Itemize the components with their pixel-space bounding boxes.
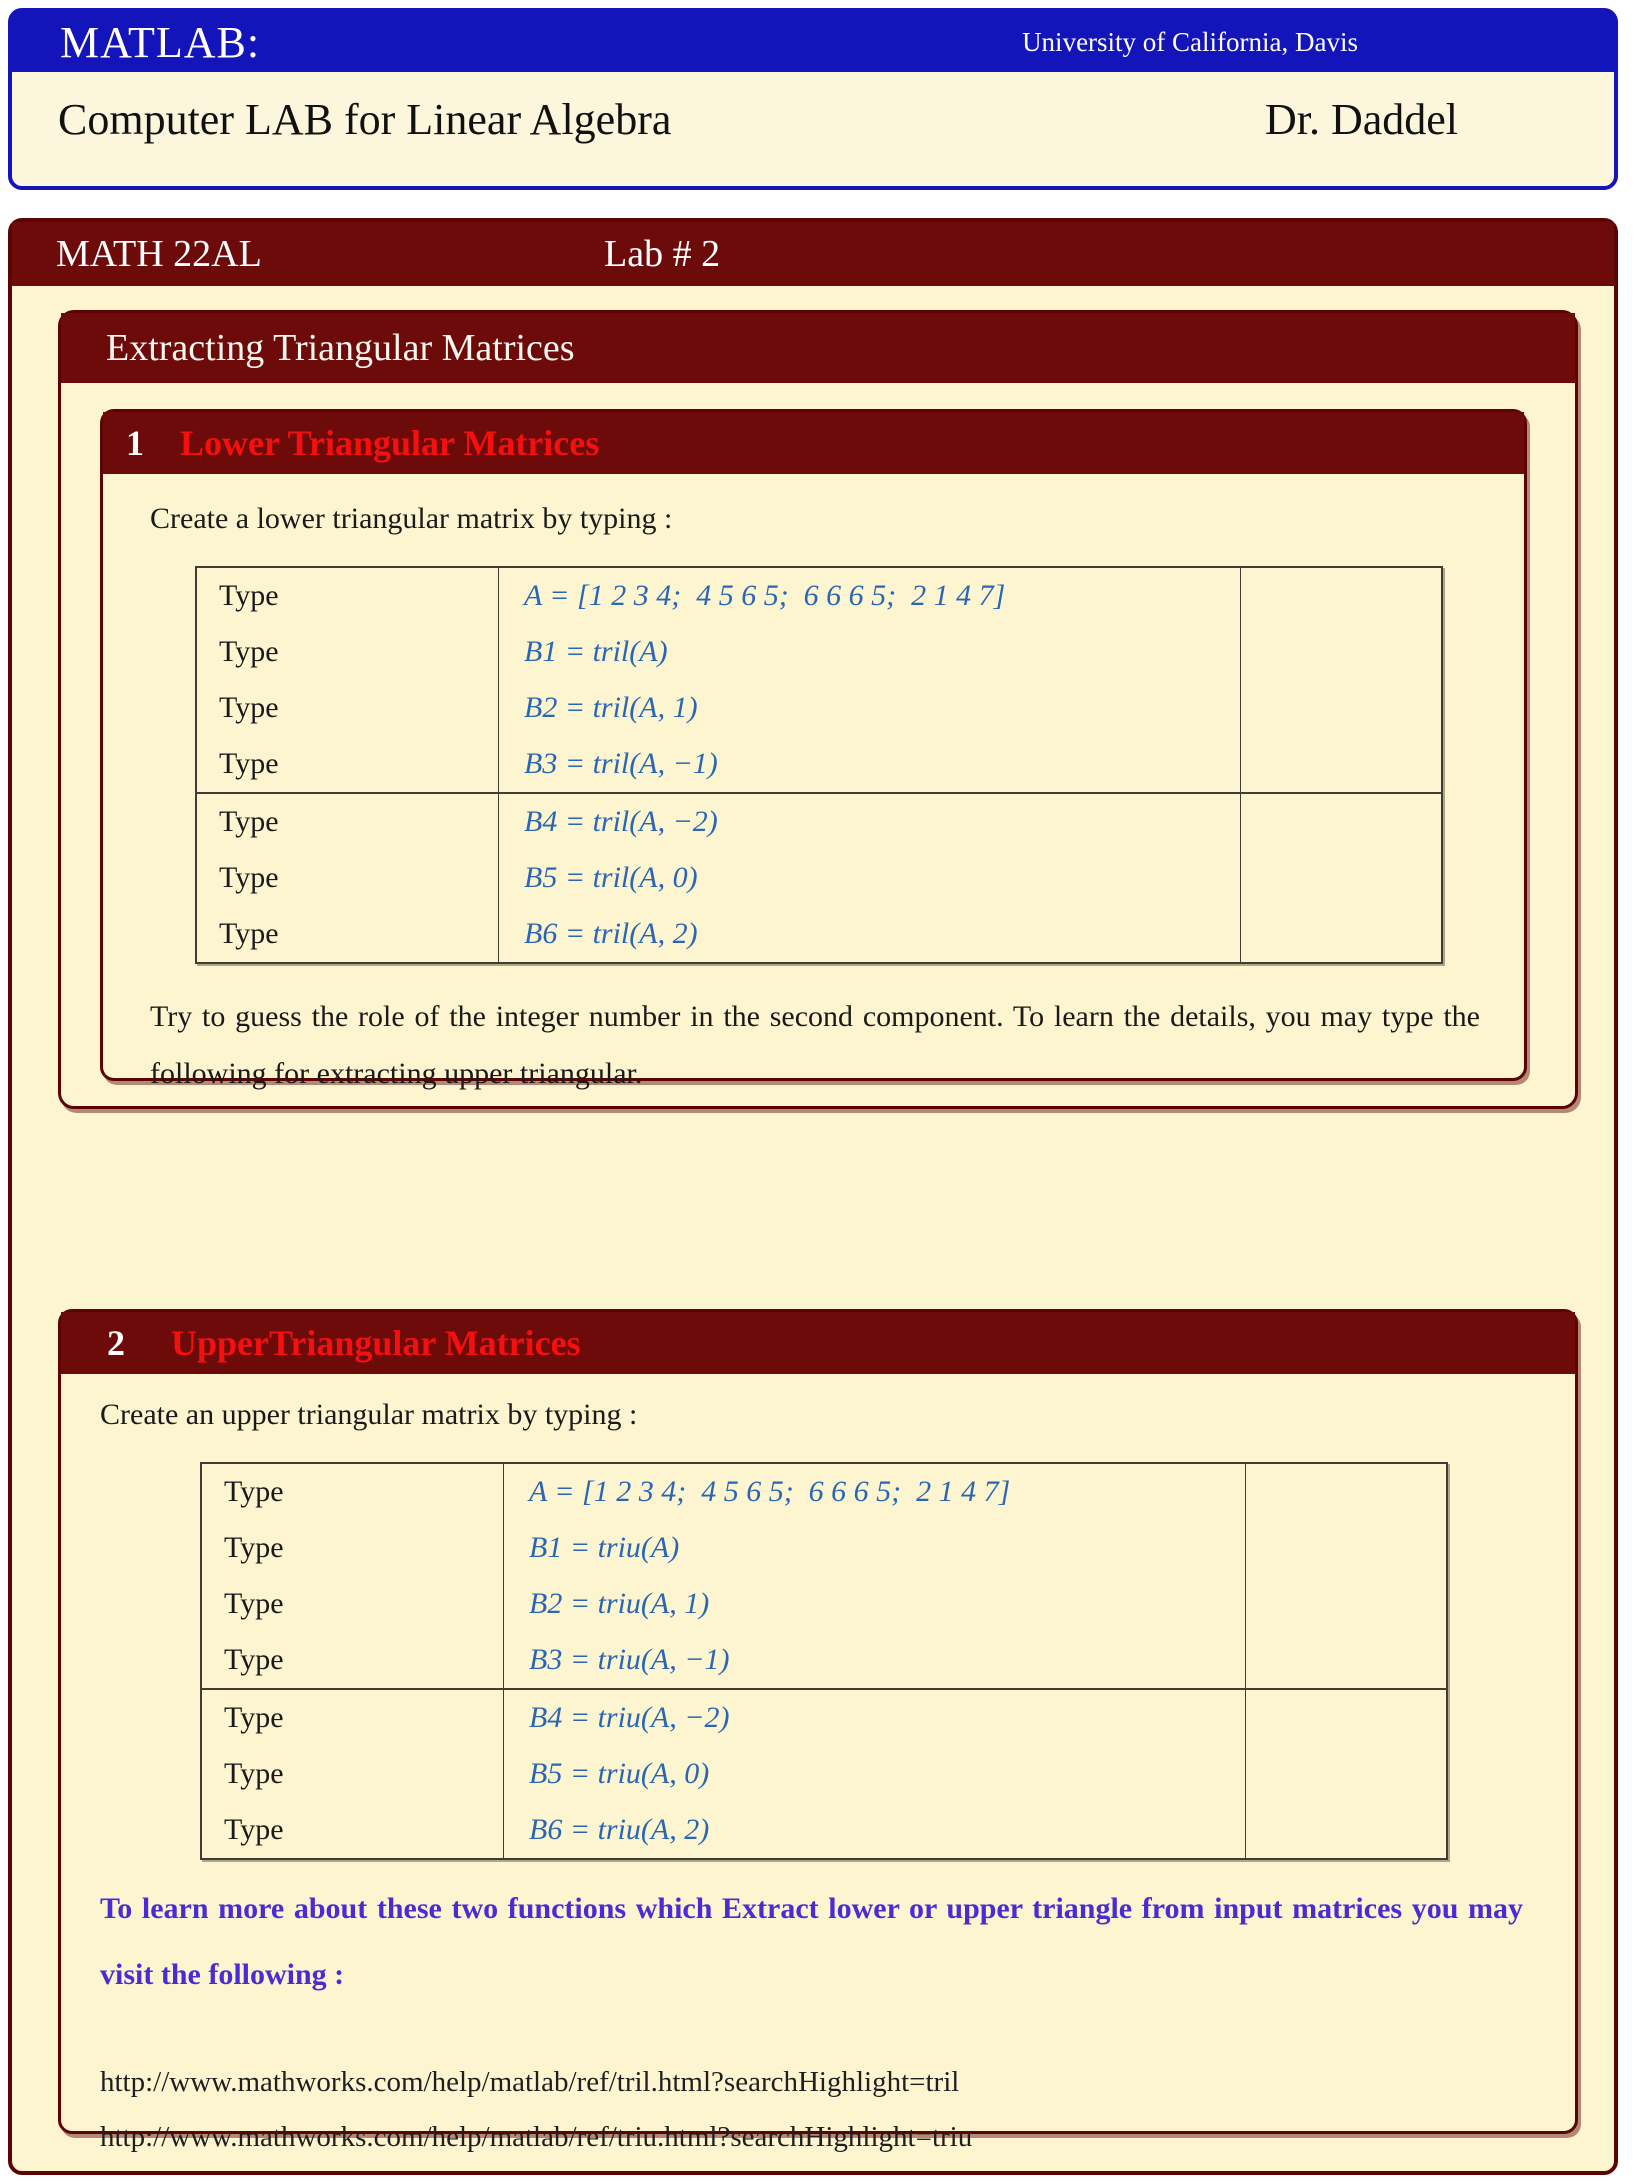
lab-number: Lab # 2 — [604, 233, 721, 275]
section1-title-bar — [103, 412, 1524, 474]
notes-cell — [1246, 1746, 1448, 1802]
extracting-matrices-title-bar — [61, 313, 1575, 383]
section1-note: Try to guess the role of the integer number in the second component. To learn the details, you may type the following for extracting upper triangular. — [150, 1000, 1480, 1090]
help-links — [100, 2066, 1575, 2154]
course-header-row — [12, 72, 1614, 145]
notes-cell — [1241, 680, 1443, 736]
section1-intro: Create a lower triangular matrix by typing : — [150, 502, 673, 535]
commands-table-lower — [195, 566, 1443, 964]
notes-cell — [1241, 850, 1443, 906]
notes-cell — [1246, 1632, 1448, 1689]
table-row — [196, 624, 1442, 680]
table-row — [196, 736, 1442, 793]
section1-title: Lower Triangular Matrices — [180, 423, 600, 463]
app-title: MATLAB: — [60, 17, 261, 67]
course-code: MATH 22AL — [56, 233, 262, 275]
type-label: Type — [201, 1576, 504, 1632]
type-label: Type — [196, 567, 499, 624]
command-cell: B5 = tril(A, 0) — [499, 850, 1241, 906]
notes-cell — [1241, 567, 1443, 624]
command-cell: B5 = triu(A, 0) — [504, 1746, 1246, 1802]
table-row — [196, 567, 1442, 624]
type-label: Type — [196, 793, 499, 850]
command-cell: A = [1 2 3 4; 4 5 6 5; 6 6 6 5; 2 1 4 7] — [504, 1463, 1246, 1520]
notes-cell — [1241, 624, 1443, 680]
type-label: Type — [201, 1520, 504, 1576]
command-cell: B4 = tril(A, −2) — [499, 793, 1241, 850]
command-cell: B2 = tril(A, 1) — [499, 680, 1241, 736]
command-cell: A = [1 2 3 4; 4 5 6 5; 6 6 6 5; 2 1 4 7] — [499, 567, 1241, 624]
type-label: Type — [201, 1463, 504, 1520]
command-cell: B2 = triu(A, 1) — [504, 1576, 1246, 1632]
notes-cell — [1246, 1802, 1448, 1859]
course-title: Computer LAB for Linear Algebra — [58, 95, 672, 144]
type-label: Type — [201, 1802, 504, 1859]
type-label: Type — [196, 624, 499, 680]
matlab-header-box — [8, 8, 1618, 190]
type-label: Type — [196, 736, 499, 793]
table-row — [201, 1576, 1447, 1632]
instructor-name: Dr. Daddel — [1264, 95, 1458, 144]
main-title: Extracting Triangular Matrices — [106, 327, 575, 369]
section2-intro: Create an upper triangular matrix by typing : — [100, 1398, 638, 1431]
extracting-matrices-box — [58, 310, 1578, 1109]
type-label: Type — [196, 680, 499, 736]
table-row — [201, 1802, 1447, 1859]
type-label: Type — [196, 850, 499, 906]
section1-number: 1 — [126, 423, 144, 463]
table-row — [196, 793, 1442, 850]
table-row — [201, 1632, 1447, 1689]
table-row — [196, 680, 1442, 736]
command-cell: B3 = tril(A, −1) — [499, 736, 1241, 793]
type-label: Type — [196, 906, 499, 963]
notes-cell — [1241, 736, 1443, 793]
notes-cell — [1246, 1576, 1448, 1632]
table-row — [196, 850, 1442, 906]
section2-title: UpperTriangular Matrices — [171, 1323, 581, 1363]
command-cell: B6 = triu(A, 2) — [504, 1802, 1246, 1859]
command-cell: B1 = tril(A) — [499, 624, 1241, 680]
section2-number: 2 — [107, 1323, 125, 1363]
university-name: University of California, Davis — [1022, 26, 1358, 57]
tril-help-link[interactable]: http://www.mathworks.com/help/matlab/ref/tril.html?searchHighlight=tril — [100, 2066, 960, 2098]
notes-cell — [1246, 1520, 1448, 1576]
section-upper-triangular — [58, 1309, 1578, 2153]
notes-cell — [1246, 1463, 1448, 1520]
command-cell: B3 = triu(A, −1) — [504, 1632, 1246, 1689]
section-lower-triangular — [100, 409, 1527, 1090]
blue-title-band — [12, 12, 1614, 72]
type-label: Type — [201, 1632, 504, 1689]
table-row — [196, 906, 1442, 963]
command-cell: B4 = triu(A, −2) — [504, 1689, 1246, 1746]
section2-title-bar — [61, 1312, 1575, 1374]
table-row — [201, 1463, 1447, 1520]
table-row — [201, 1520, 1447, 1576]
type-label: Type — [201, 1746, 504, 1802]
command-cell: B6 = tril(A, 2) — [499, 906, 1241, 963]
section2-note: To learn more about these two functions which Extract lower or upper triangle from input matrices you may visit the following : — [100, 1892, 1523, 1991]
lab-title-band — [12, 222, 1614, 286]
triu-help-link[interactable]: http://www.mathworks.com/help/matlab/ref/triu.html?searchHighlight=triu — [100, 2121, 973, 2153]
notes-cell — [1241, 793, 1443, 850]
commands-table-upper — [200, 1462, 1448, 1860]
table-row — [201, 1689, 1447, 1746]
command-cell: B1 = triu(A) — [504, 1520, 1246, 1576]
type-label: Type — [201, 1689, 504, 1746]
table-row — [201, 1746, 1447, 1802]
lab-box — [8, 218, 1618, 2175]
notes-cell — [1246, 1689, 1448, 1746]
notes-cell — [1241, 906, 1443, 963]
